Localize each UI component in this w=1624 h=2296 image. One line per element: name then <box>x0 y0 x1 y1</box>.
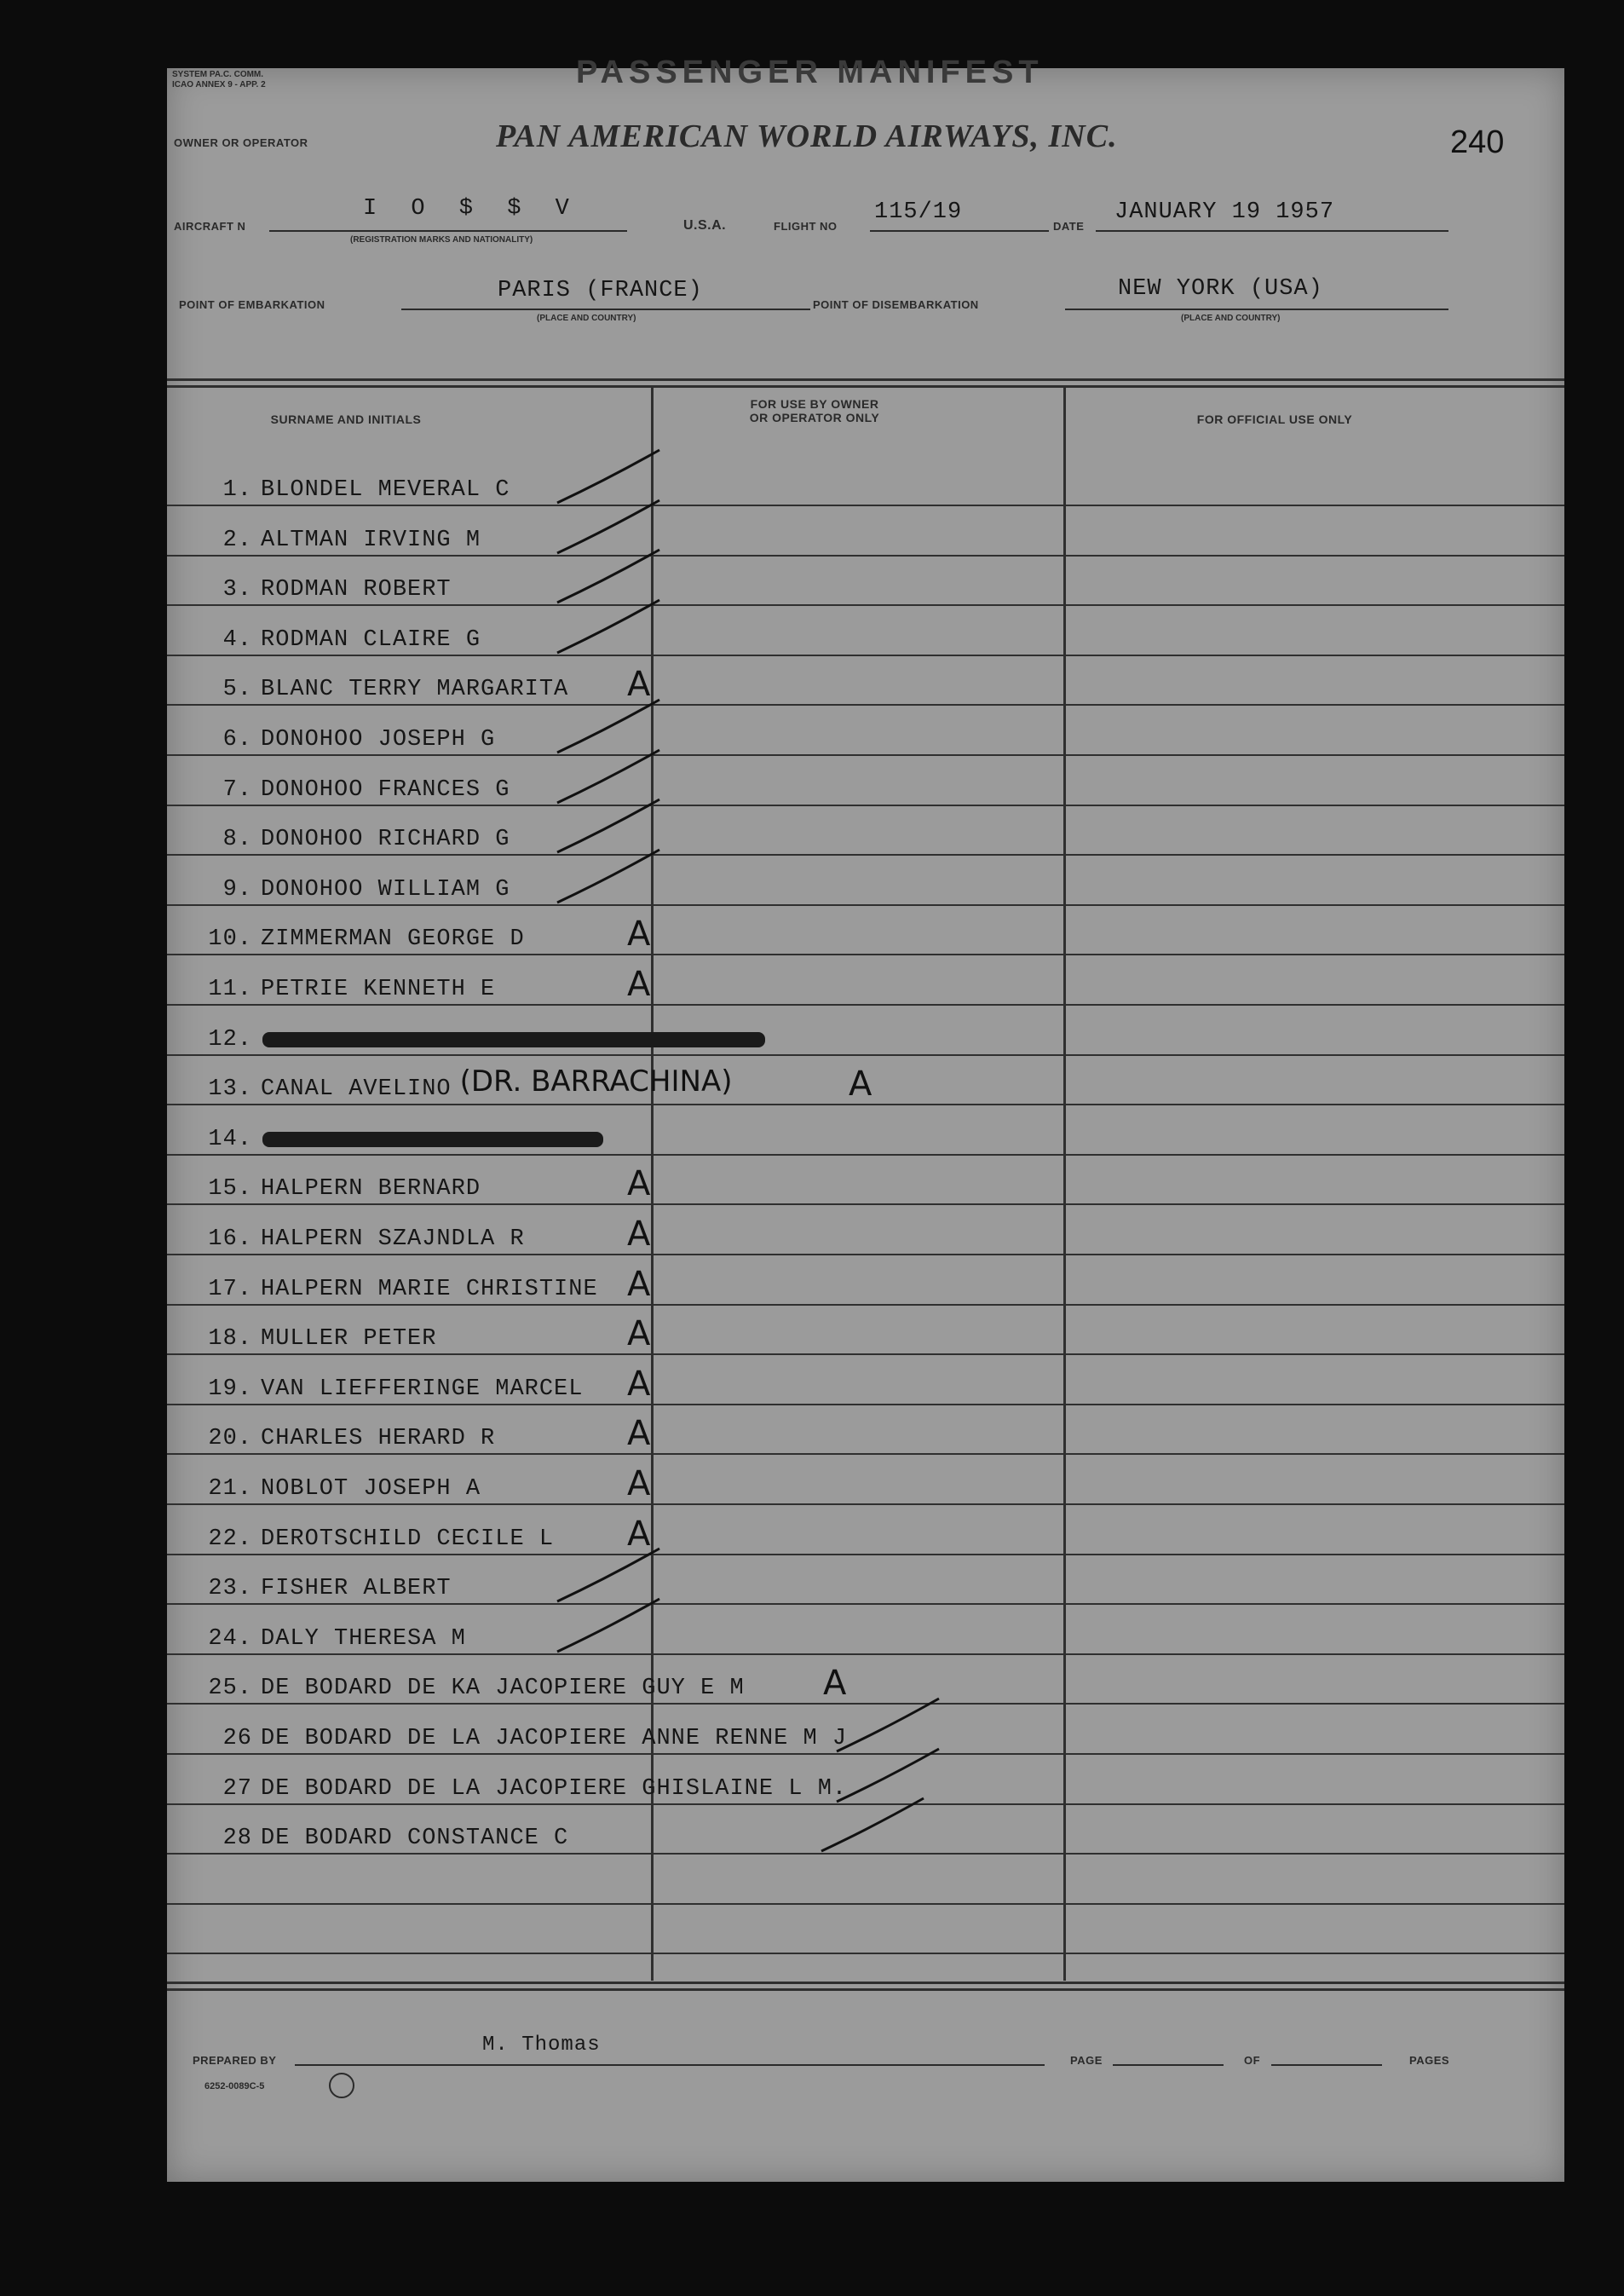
passenger-number: 7. <box>222 776 252 803</box>
approval-mark-icon: A <box>627 965 651 1004</box>
checkmark-icon <box>550 843 670 911</box>
approval-mark-icon: A <box>627 1314 651 1354</box>
redaction-bar <box>262 1132 603 1147</box>
passenger-row <box>167 1456 1564 1505</box>
passenger-name: DONOHOO JOSEPH G <box>261 727 496 753</box>
passenger-name: DONOHOO FRANCES G <box>261 776 510 803</box>
flight-value: 115/19 <box>874 199 963 225</box>
passenger-row <box>167 906 1564 955</box>
passenger-number: 11. <box>208 977 252 1002</box>
system-note: SYSTEM PA.C. COMM. ICAO ANNEX 9 - APP. 2 <box>172 70 266 89</box>
passenger-number: 2. <box>222 527 252 553</box>
passenger-name: DONOHOO WILLIAM G <box>261 876 510 903</box>
passenger-number: 24. <box>208 1625 252 1652</box>
of-label: OF <box>1244 2054 1261 2067</box>
passenger-row <box>167 1555 1564 1605</box>
aircraft-value: I O $ $ V <box>363 196 579 222</box>
passenger-row <box>167 1056 1564 1105</box>
form-title: PASSENGER MANIFEST <box>576 55 1044 90</box>
page-label: PAGE <box>1070 2054 1103 2067</box>
passenger-number: 1. <box>222 477 252 503</box>
approval-mark-icon: A <box>627 1164 651 1204</box>
passenger-number: 20. <box>208 1426 252 1452</box>
passenger-row <box>167 1606 1564 1655</box>
passenger-number: 9. <box>222 876 252 903</box>
passenger-row <box>167 757 1564 806</box>
col-owner: FOR USE BY OWNER OR OPERATOR ONLY <box>749 397 880 424</box>
passenger-number: 23. <box>208 1576 252 1602</box>
approval-mark-icon: A <box>627 1414 651 1454</box>
passenger-number: 8. <box>222 827 252 853</box>
checkmark-icon <box>550 593 670 661</box>
approval-mark-icon: A <box>627 1464 651 1503</box>
blank-row-line <box>167 1953 1564 1954</box>
passenger-name: HALPERN SZAJNDLA R <box>261 1226 525 1252</box>
flight-label: FLIGHT NO <box>774 220 838 233</box>
passenger-number: 14. <box>208 1126 252 1152</box>
passenger-row <box>167 956 1564 1006</box>
passenger-name: PETRIE KENNETH E <box>261 977 496 1002</box>
embark-sub: (PLACE AND COUNTRY) <box>537 314 636 323</box>
passenger-number: 6. <box>222 727 252 753</box>
passenger-name: ALTMAN IRVING M <box>261 527 481 553</box>
page-number: 240 <box>1450 124 1505 160</box>
passenger-row <box>167 1007 1564 1056</box>
owner-value: PAN AMERICAN WORLD AIRWAYS, INC. <box>496 118 1118 154</box>
aircraft-label: AIRCRAFT N <box>174 220 246 233</box>
passenger-name: NOBLOT JOSEPH A <box>261 1476 481 1502</box>
passenger-number: 26 <box>222 1726 252 1751</box>
aircraft-sub: (REGISTRATION MARKS AND NATIONALITY) <box>350 235 533 245</box>
passenger-number: 22. <box>208 1526 252 1552</box>
passenger-number: 12. <box>208 1026 252 1053</box>
passenger-row <box>167 1805 1564 1855</box>
checkmark-icon <box>550 1592 670 1660</box>
embark-label: POINT OF EMBARKATION <box>179 298 325 311</box>
approval-mark-icon: A <box>823 1664 847 1704</box>
approval-mark-icon: A <box>627 1364 651 1404</box>
owner-label: OWNER OR OPERATOR <box>174 136 308 149</box>
embark-value: PARIS (FRANCE) <box>498 278 703 303</box>
passenger-number: 21. <box>208 1476 252 1502</box>
passenger-name: BLANC TERRY MARGARITA <box>261 677 569 703</box>
passenger-number: 28 <box>222 1826 252 1852</box>
pages-label: PAGES <box>1409 2054 1450 2067</box>
redaction-bar <box>262 1032 765 1047</box>
passenger-number: 19. <box>208 1376 252 1402</box>
disembark-value: NEW YORK (USA) <box>1118 276 1323 302</box>
passenger-name: DE BODARD DE LA JACOPIERE ANNE RENNE M J <box>261 1726 848 1751</box>
passenger-number: 17. <box>208 1276 252 1302</box>
gpo-seal-icon <box>329 2073 354 2098</box>
handwritten-note: (DR. BARRACHINA) <box>459 1064 733 1099</box>
approval-mark-icon: A <box>627 1214 651 1254</box>
passenger-name: DONOHOO RICHARD G <box>261 827 510 853</box>
passenger-number: 4. <box>222 626 252 653</box>
passenger-row <box>167 1506 1564 1555</box>
passenger-number: 16. <box>208 1226 252 1252</box>
passenger-name: VAN LIEFFERINGE MARCEL <box>261 1376 584 1402</box>
passenger-name: RODMAN CLAIRE G <box>261 626 481 653</box>
passenger-row <box>167 806 1564 856</box>
passenger-name: BLONDEL MEVERAL C <box>261 477 510 503</box>
passenger-name: RODMAN ROBERT <box>261 577 452 603</box>
prepared-value: M. Thomas <box>482 2034 601 2057</box>
passenger-number: 3. <box>222 577 252 603</box>
passenger-number: 13. <box>208 1076 252 1103</box>
passenger-number: 10. <box>208 926 252 953</box>
blank-row-line <box>167 1903 1564 1905</box>
country: U.S.A. <box>683 218 727 233</box>
passenger-number: 5. <box>222 677 252 703</box>
passenger-name: DE BODARD DE LA JACOPIERE GHISLAINE L M. <box>261 1775 848 1802</box>
passenger-name: FISHER ALBERT <box>261 1576 452 1602</box>
passenger-row <box>167 857 1564 906</box>
passenger-number: 15. <box>208 1176 252 1203</box>
passenger-name: DEROTSCHILD CECILE L <box>261 1526 555 1552</box>
disembark-label: POINT OF DISEMBARKATION <box>813 298 979 311</box>
passenger-number: 25. <box>208 1676 252 1702</box>
date-label: DATE <box>1053 220 1085 233</box>
passenger-row <box>167 1356 1564 1405</box>
passenger-number: 27 <box>222 1775 252 1802</box>
approval-mark-icon: A <box>627 914 651 955</box>
passenger-name: ZIMMERMAN GEORGE D <box>261 926 525 953</box>
passenger-row <box>167 557 1564 606</box>
passenger-number: 18. <box>208 1326 252 1353</box>
passenger-name: DE BODARD CONSTANCE C <box>261 1826 569 1852</box>
passenger-row <box>167 1156 1564 1205</box>
disembark-sub: (PLACE AND COUNTRY) <box>1181 314 1281 323</box>
col-official: FOR OFFICIAL USE ONLY <box>1196 412 1353 426</box>
passenger-row <box>167 707 1564 756</box>
checkmark-icon <box>815 1791 934 1860</box>
passenger-name: DALY THERESA M <box>261 1625 466 1652</box>
passenger-row <box>167 1405 1564 1455</box>
approval-mark-icon: A <box>627 1514 651 1554</box>
approval-mark-icon: A <box>627 1264 651 1304</box>
passenger-name: HALPERN MARIE CHRISTINE <box>261 1276 598 1302</box>
date-value: JANUARY 19 1957 <box>1114 199 1335 225</box>
passenger-row <box>167 1256 1564 1306</box>
passenger-row <box>167 457 1564 506</box>
passenger-row <box>167 607 1564 656</box>
passenger-name: MULLER PETER <box>261 1326 437 1353</box>
passenger-row <box>167 656 1564 706</box>
passenger-row <box>167 1306 1564 1355</box>
manifest-sheet <box>167 55 1564 2182</box>
prepared-label: PREPARED BY <box>193 2054 277 2067</box>
passenger-row <box>167 1206 1564 1255</box>
passenger-name: CANAL AVELINO <box>261 1076 452 1103</box>
passenger-row <box>167 1106 1564 1156</box>
col-surname: SURNAME AND INITIALS <box>270 412 422 426</box>
passenger-name: CHARLES HERARD R <box>261 1426 496 1452</box>
passenger-row <box>167 507 1564 557</box>
approval-mark-icon: A <box>849 1064 872 1105</box>
passenger-name: HALPERN BERNARD <box>261 1176 481 1203</box>
form-code: 6252-0089C-5 <box>204 2081 265 2091</box>
passenger-name: DE BODARD DE KA JACOPIERE GUY E M <box>261 1676 745 1702</box>
approval-mark-icon: A <box>627 665 651 705</box>
